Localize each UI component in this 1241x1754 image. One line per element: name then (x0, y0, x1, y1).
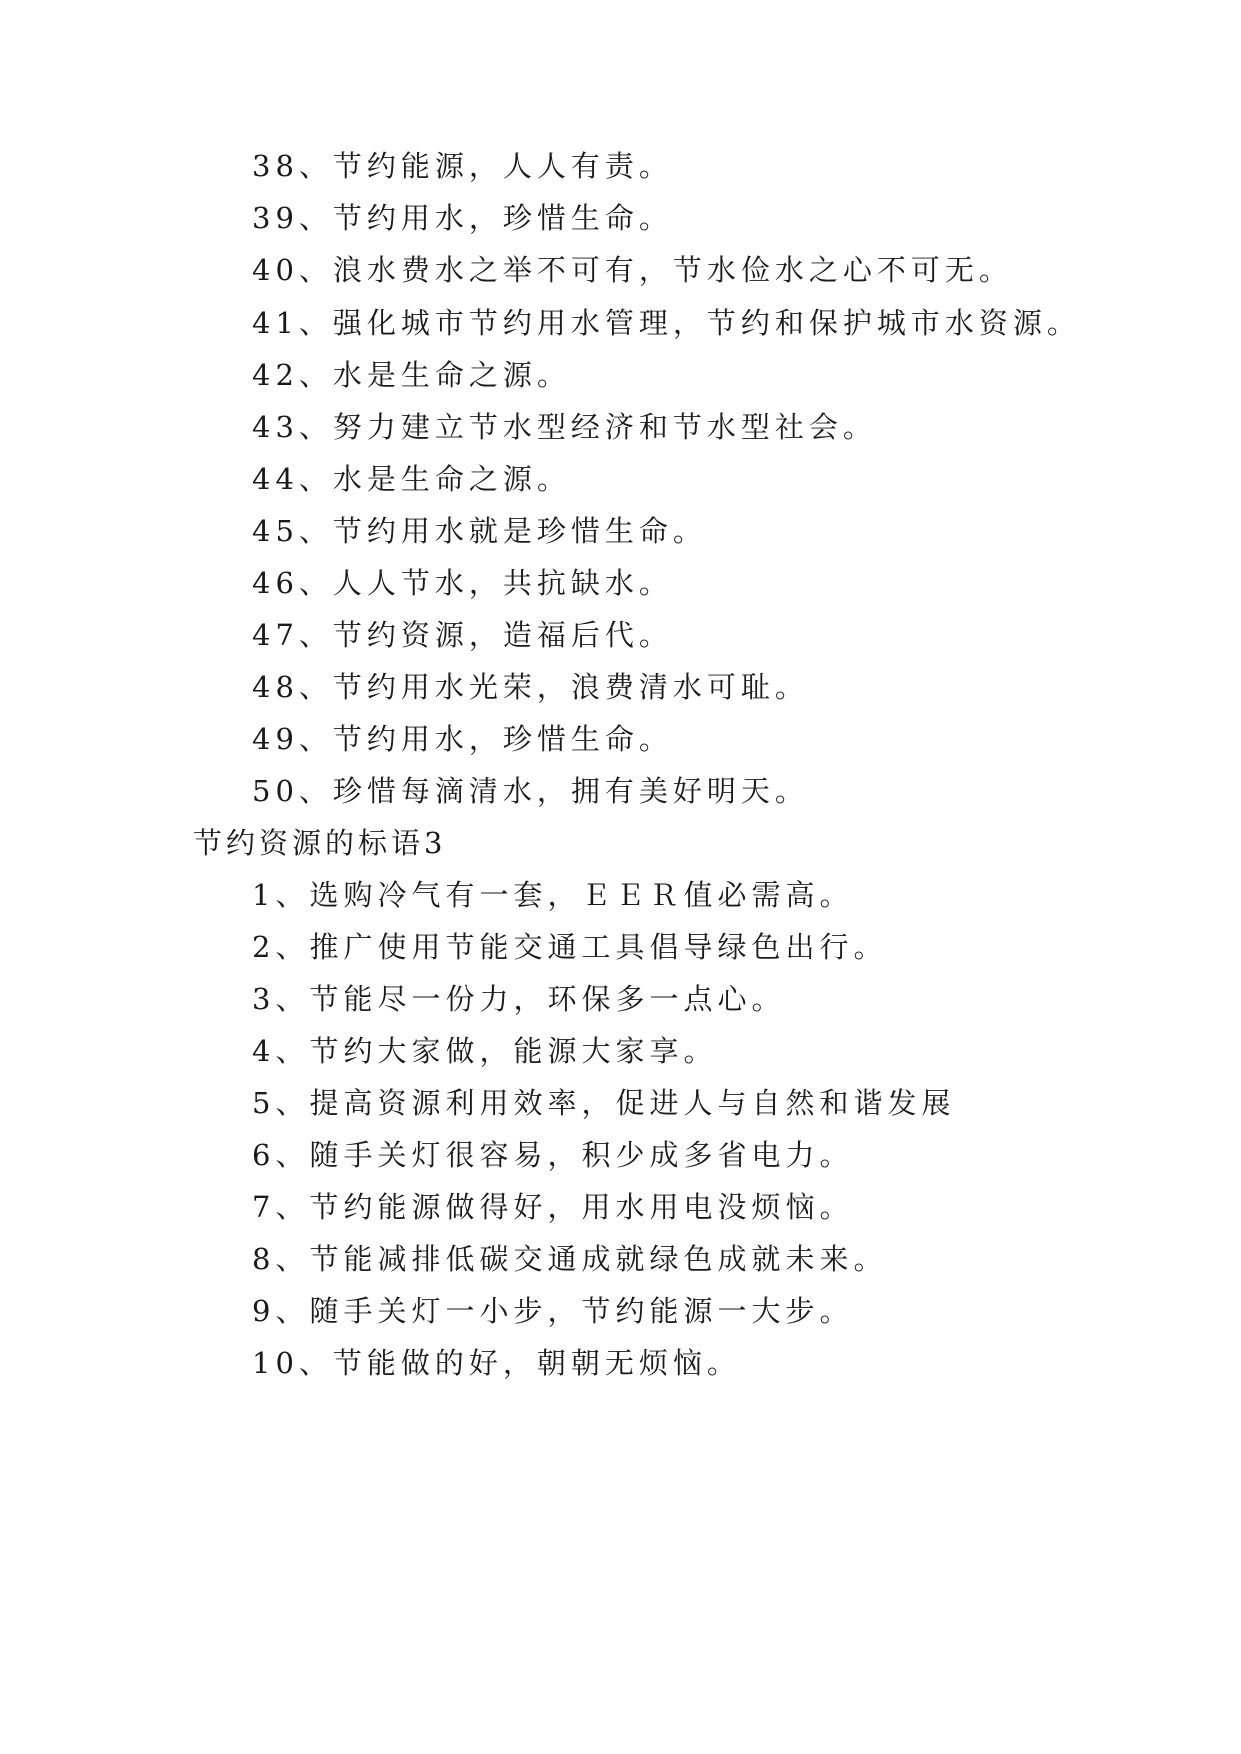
slogan-item-42: 42、水是生命之源。 (252, 358, 571, 392)
slogan-item-3: 3、节能尽一份力，环保多一点心。 (252, 982, 786, 1016)
slogan-item-38: 38、节约能源，人人有责。 (252, 149, 673, 183)
section-heading: 节约资源的标语3 (193, 826, 447, 860)
slogan-item-1: 1、选购冷气有一套，ＥＥＲ值必需高。 (252, 878, 854, 912)
slogan-item-47: 47、节约资源，造福后代。 (252, 618, 673, 652)
slogan-item-50: 50、珍惜每滴清水，拥有美好明天。 (252, 774, 809, 808)
slogan-item-4: 4、节约大家做，能源大家享。 (252, 1034, 718, 1068)
slogan-item-44: 44、水是生命之源。 (252, 462, 571, 496)
slogan-item-46: 46、人人节水，共抗缺水。 (252, 566, 673, 600)
slogan-item-2: 2、推广使用节能交通工具倡导绿色出行。 (252, 930, 888, 964)
slogan-item-9: 9、随手关灯一小步，节约能源一大步。 (252, 1294, 854, 1328)
slogan-item-41: 41、强化城市节约用水管理，节约和保护城市水资源。 (252, 306, 1081, 340)
slogan-item-43: 43、努力建立节水型经济和节水型社会。 (252, 410, 877, 444)
slogan-item-39: 39、节约用水，珍惜生命。 (252, 201, 673, 235)
slogan-item-10: 10、节能做的好，朝朝无烦恼。 (252, 1346, 741, 1380)
slogan-item-45: 45、节约用水就是珍惜生命。 (252, 514, 707, 548)
slogan-item-6: 6、随手关灯很容易，积少成多省电力。 (252, 1138, 854, 1172)
slogan-item-7: 7、节约能源做得好，用水用电没烦恼。 (252, 1190, 854, 1224)
slogan-item-8: 8、节能减排低碳交通成就绿色成就未来。 (252, 1242, 888, 1276)
slogan-item-48: 48、节约用水光荣，浪费清水可耻。 (252, 670, 809, 704)
slogan-item-40: 40、浪水费水之举不可有，节水俭水之心不可无。 (252, 253, 1013, 287)
slogan-item-49: 49、节约用水，珍惜生命。 (252, 722, 673, 756)
slogan-item-5: 5、提高资源利用效率，促进人与自然和谐发展 (252, 1086, 956, 1120)
